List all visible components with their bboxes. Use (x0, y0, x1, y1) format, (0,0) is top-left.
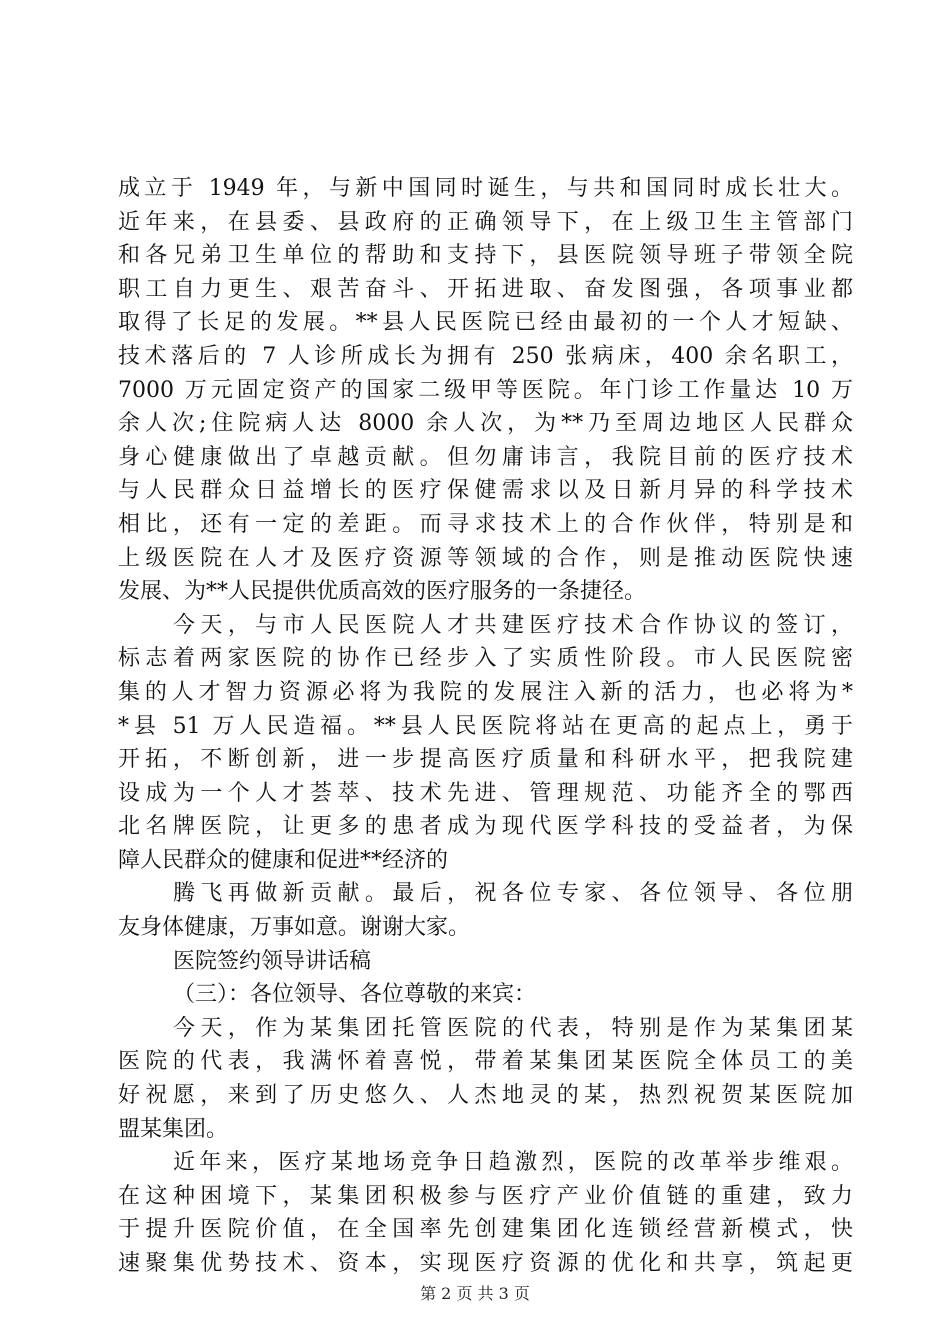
text-line: 取得了长足的发展。**县人民医院已经由最初的一个人才短缺、 (118, 310, 853, 336)
text-line: 速聚集优势技术、资本，实现医疗资源的优化和共享，筑起更 (118, 1251, 853, 1276)
text-line: 余人次;住院病人达 8000 余人次，为**乃至周边地区人民群众 (118, 411, 853, 437)
text-line: 于提升医院价值，在全国率先创建集团化连锁经营新模式，快 (118, 1217, 853, 1243)
text-line: 7000 万元固定资产的国家二级甲等医院。年门诊工作量达 10 万 (118, 377, 853, 403)
text-line: 在这种困境下，某集团积极参与医疗产业价值链的重建，致力 (118, 1183, 853, 1209)
text-line: 职工自力更生、艰苦奋斗、开拓进取、奋发图强，各项事业都 (118, 276, 853, 302)
text-line: 友身体健康，万事如意。谢谢大家。 (118, 915, 471, 941)
text-line: 开拓，不断创新，进一步提高医疗质量和科研水平，把我院建 (118, 747, 853, 773)
text-line: 近年来，在县委、县政府的正确领导下，在上级卫生主管部门 (118, 209, 853, 235)
body-text (118, 172, 853, 1281)
text-line: 和各兄弟卫生单位的帮助和支持下，县医院领导班子带领全院 (118, 243, 853, 269)
text-line: 发展、为**人民提供优质高效的医疗服务的一条捷径。 (118, 579, 647, 605)
text-line: 今天，作为某集团托管医院的代表，特别是作为某集团某 (173, 1015, 853, 1041)
text-line: 相比，还有一定的差距。而寻求技术上的合作伙伴，特别是和 (118, 511, 853, 537)
text-line: 盟某集团。 (118, 1116, 229, 1142)
text-line: 好祝愿，来到了历史悠久、人杰地灵的某，热烈祝贺某医院加 (118, 1083, 853, 1109)
text-line: 标志着两家医院的协作已经步入了实质性阶段。市人民医院密 (118, 646, 853, 672)
text-line: 身心健康做出了卓越贡献。但勿庸讳言，我院目前的医疗技术 (118, 444, 853, 470)
text-line: 设成为一个人才荟萃、技术先进、管理规范、功能齐全的鄂西 (118, 780, 853, 806)
text-line: 腾飞再做新贡献。最后，祝各位专家、各位领导、各位朋 (173, 881, 853, 907)
page-footer: 第 2 页 共 3 页 (420, 1284, 530, 1303)
text-line: 今天，与市人民医院人才共建医疗技术合作协议的签订， (173, 612, 853, 638)
text-line: *县 51 万人民造福。**县人民医院将站在更高的起点上，勇于 (118, 713, 853, 739)
text-line: 障人民群众的健康和促进**经济的 (118, 847, 449, 873)
text-line: 近年来，医疗某地场竞争日趋激烈，医院的改革举步维艰。 (173, 1150, 853, 1176)
text-line: 集的人才智力资源必将为我院的发展注入新的活力，也必将为* (118, 679, 853, 705)
text-line: 医院的代表，我满怀着喜悦，带着某集团某医院全体员工的美 (118, 1049, 853, 1075)
text-line: （三）：各位领导、各位尊敬的来宾： (173, 982, 537, 1008)
text-line: 北名牌医院，让更多的患者成为现代医学科技的受益者，为保 (118, 814, 853, 840)
text-line: 医院签约领导讲话稿 (173, 948, 372, 974)
text-line: 成立于 1949 年，与新中国同时诞生，与共和国同时成长壮大。 (118, 176, 853, 201)
text-line: 上级医院在人才及医疗资源等领域的合作，则是推动医院快速 (118, 545, 853, 571)
text-line: 技术落后的 7 人诊所成长为拥有 250 张病床，400 余名职工， (118, 343, 853, 369)
text-line: 与人民群众日益增长的医疗保健需求以及日新月异的科学技术 (118, 478, 853, 504)
